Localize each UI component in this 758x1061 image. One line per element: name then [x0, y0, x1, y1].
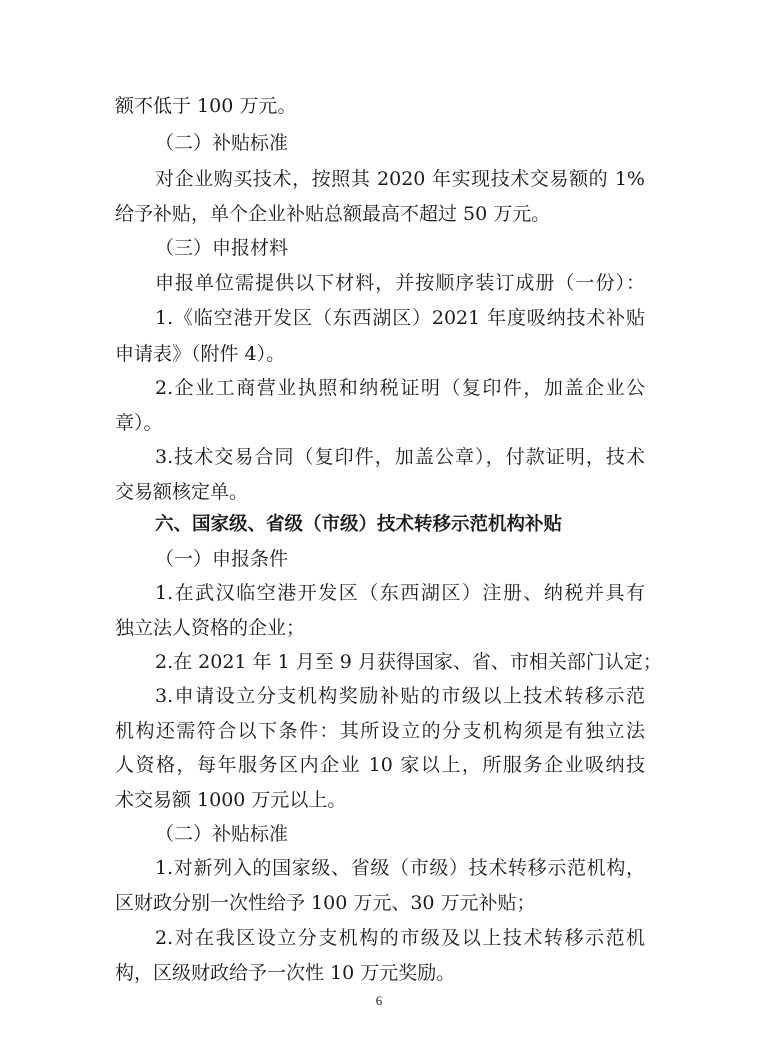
text-line: 独立法人资格的企业； [115, 617, 306, 639]
text-line: 交易额核定单。 [115, 481, 249, 503]
text-line: 2.企业工商营业执照和纳税证明（复印件，加盖企业公 [155, 377, 645, 399]
subheading: （一）申报条件 [155, 548, 289, 570]
text-line: 2.对在我区设立分支机构的市级及以上技术转移示范机 [155, 927, 645, 949]
subheading: （二）补贴标准 [155, 823, 289, 845]
text-line: 1.在武汉临空港开发区（东西湖区）注册、纳税并具有 [155, 582, 645, 604]
text-line: 对企业购买技术，按照其 2020 年实现技术交易额的 1% [155, 168, 645, 190]
text-line: 人资格，每年服务区内企业 10 家以上，所服务企业吸纳技 [115, 754, 645, 776]
text-line: 2.在 2021 年 1 月至 9 月获得国家、省、市相关部门认定； [155, 651, 662, 673]
page-number: 6 [375, 993, 383, 1008]
text-line: 构，区级财政给予一次性 10 万元奖励。 [115, 962, 456, 984]
text-line: 额不低于 100 万元。 [115, 95, 297, 117]
text-line: 申请表》（附件 4）。 [115, 343, 286, 365]
text-line: 机构还需符合以下条件：其所设立的分支机构须是有独立法 [115, 720, 645, 742]
subheading: （二）补贴标准 [155, 132, 289, 154]
section-heading: 六、国家级、省级（市级）技术转移示范机构补贴 [155, 514, 563, 535]
text-line: 章）。 [115, 412, 163, 434]
text-line: 区财政分别一次性给予 100 万元、30 万元补贴； [115, 892, 536, 914]
text-line: 1.对新列入的国家级、省级（市级）技术转移示范机构， [155, 857, 645, 879]
text-line: 术交易额 1000 万元以上。 [115, 789, 347, 811]
text-line: 申报单位需提供以下材料，并按顺序装订成册（一份）： [155, 272, 645, 294]
subheading: （三）申报材料 [155, 237, 289, 259]
text-line: 3.申请设立分支机构奖励补贴的市级以上技术转移示范 [155, 685, 645, 707]
text-line: 1.《临空港开发区（东西湖区）2021 年度吸纳技术补贴 [155, 307, 645, 329]
text-line: 给予补贴，单个企业补贴总额最高不超过 50 万元。 [115, 203, 551, 225]
text-line: 3.技术交易合同（复印件，加盖公章），付款证明，技术 [155, 446, 645, 468]
